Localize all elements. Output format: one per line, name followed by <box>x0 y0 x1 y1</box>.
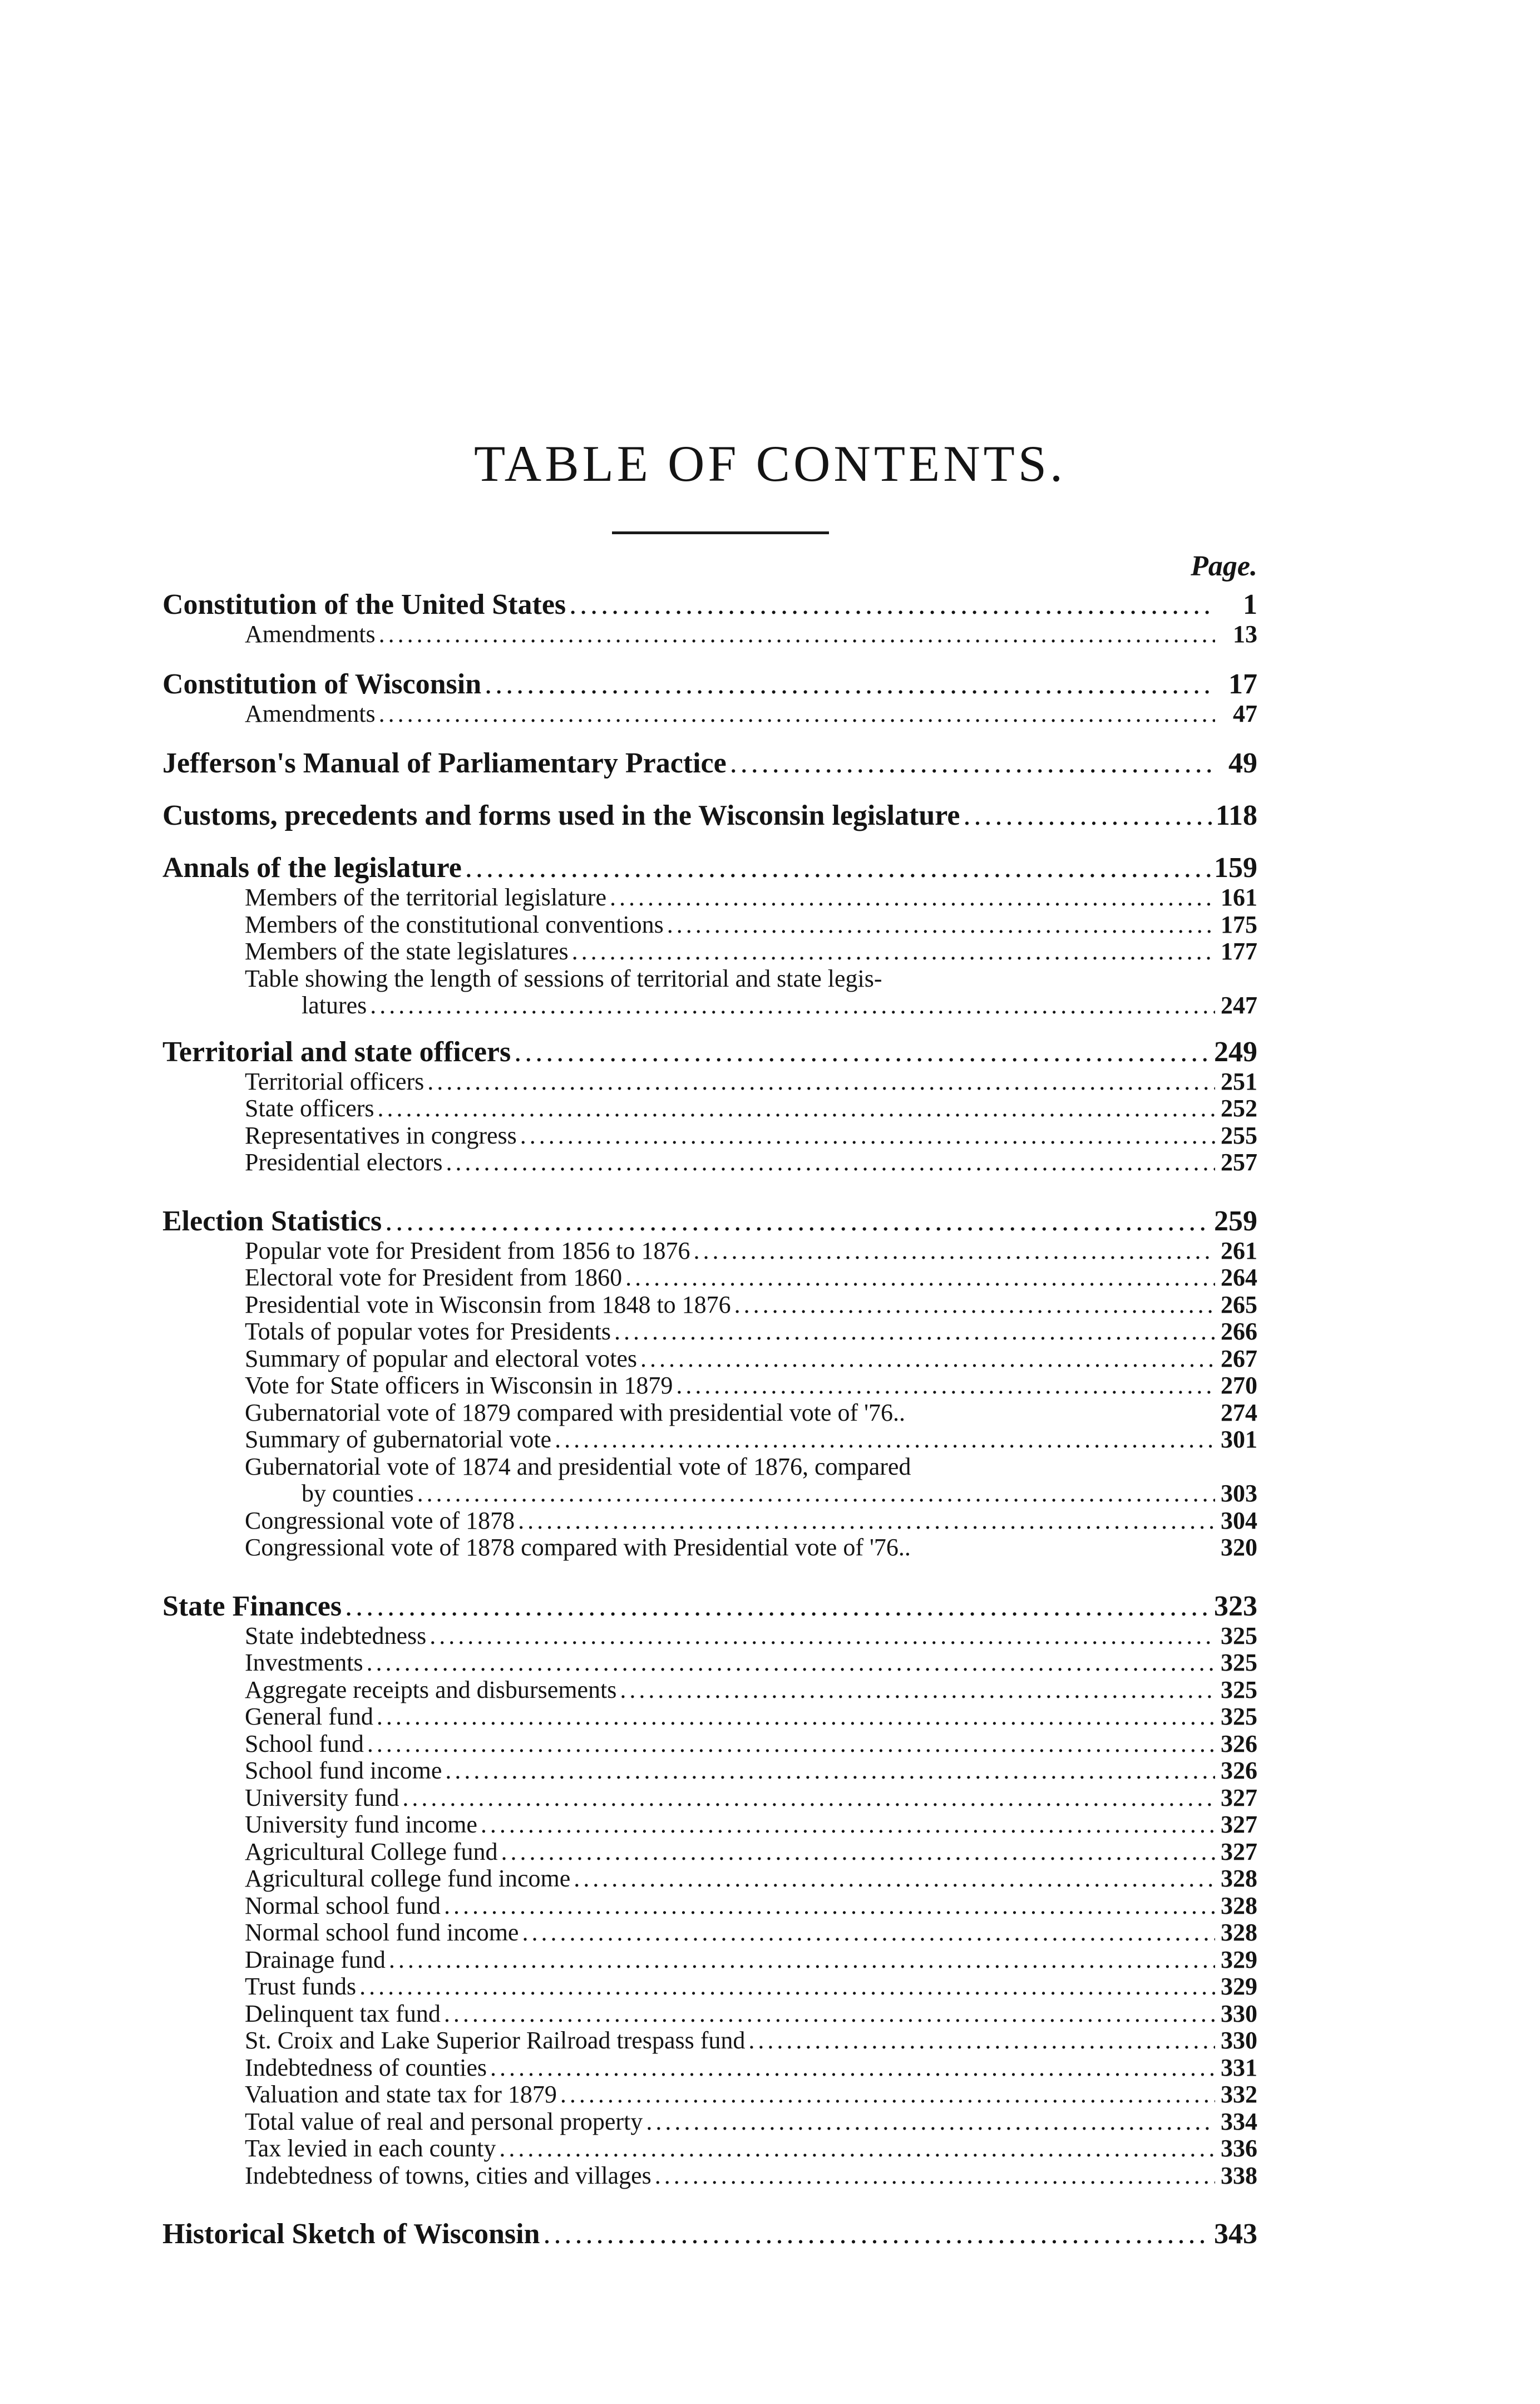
dot-leader <box>370 992 1215 1019</box>
toc-subentry-title: State indebtedness <box>245 1622 427 1649</box>
toc-section-entry <box>162 1590 1257 1623</box>
toc-subentry <box>162 884 1257 912</box>
toc-subentry-title: Amendments <box>245 620 376 648</box>
table-of-contents <box>162 589 1257 2250</box>
toc-section-entry-title: Historical Sketch of Wisconsin <box>162 2218 540 2250</box>
toc-subentry-page-number: 320 <box>1221 1534 1257 1561</box>
toc-subentry <box>162 1865 1257 1893</box>
toc-subentry-continuation-page-number: 247 <box>1221 992 1257 1019</box>
section-gap <box>162 727 1257 747</box>
toc-subentry <box>162 2027 1257 2055</box>
toc-subentry <box>162 2135 1257 2162</box>
toc-subentry-title: University fund <box>245 1784 399 1811</box>
toc-subentry-page-number: 261 <box>1221 1237 1257 1264</box>
toc-section-entry <box>162 2218 1257 2250</box>
dot-leader <box>572 938 1215 965</box>
toc-subentry <box>162 1400 1257 1427</box>
toc-section-entry-page-number: 249 <box>1214 1036 1257 1068</box>
toc-section-entry <box>162 852 1257 884</box>
toc-subentry <box>162 1149 1257 1176</box>
toc-subentry-page-number: 332 <box>1221 2081 1257 2108</box>
toc-subentry <box>162 1508 1257 1535</box>
toc-subentry <box>162 1426 1257 1454</box>
toc-section-entry-title: Customs, precedents and forms used in the Wisconsin legislature <box>162 800 960 831</box>
toc-subentry-title: Indebtedness of counties <box>245 2053 487 2081</box>
toc-subentry <box>162 1623 1257 1650</box>
dot-leader <box>378 1095 1215 1122</box>
toc-subentry-title: Members of the territorial legislature <box>245 884 606 911</box>
dot-leader <box>614 1318 1215 1346</box>
title-rule <box>612 531 829 534</box>
toc-subentry-title: Congressional vote of 1878 compared with Presidential vote of '76.. <box>245 1534 911 1561</box>
toc-subentry <box>162 2001 1257 2028</box>
toc-subentry-continuation-title: latures <box>302 992 367 1019</box>
toc-subentry <box>162 1372 1257 1400</box>
toc-subentry-title: Totals of popular votes for Presidents <box>245 1318 611 1345</box>
dot-leader <box>514 1036 1211 1068</box>
toc-subentry-page-number: 325 <box>1221 1622 1257 1649</box>
toc-section-entry-title: Territorial and state officers <box>162 1036 511 1068</box>
toc-subentry-title: Delinquent tax fund <box>245 1999 441 2027</box>
toc-subentry-page-number: 328 <box>1221 1891 1257 1919</box>
toc-subentry-page-number: 330 <box>1221 2027 1257 2054</box>
toc-section-entry-title: Annals of the legislature <box>162 852 462 884</box>
toc-subentry-title: Gubernatorial vote of 1879 compared with presidential vote of '76.. <box>245 1398 906 1426</box>
toc-subentry-page-number: 251 <box>1221 1067 1257 1095</box>
toc-subentry-page-number: 338 <box>1221 2161 1257 2189</box>
toc-subentry-title: Summary of gubernatorial vote <box>245 1426 552 1453</box>
dot-leader <box>520 1122 1215 1150</box>
toc-subentry-title: Normal school fund <box>245 1891 441 1919</box>
toc-section-entry-page-number: 159 <box>1214 852 1257 884</box>
dot-leader <box>446 1149 1215 1176</box>
toc-subentry-title: Investments <box>245 1649 363 1676</box>
toc-subentry-page-number: 329 <box>1221 1945 1257 1973</box>
section-gap <box>162 780 1257 800</box>
toc-subentry <box>162 1122 1257 1150</box>
section-gap <box>162 1019 1257 1036</box>
toc-subentry-title: Members of the constitutional conventions <box>245 910 664 938</box>
toc-subentry-page-number: 331 <box>1221 2053 1257 2081</box>
toc-subentry <box>162 938 1257 965</box>
toc-subentry-title: Total value of real and personal property <box>245 2107 643 2135</box>
toc-section-entry-title: State Finances <box>162 1590 342 1622</box>
toc-subentry-page-number: 329 <box>1221 1973 1257 2000</box>
toc-section-entry <box>162 800 1257 832</box>
dot-leader <box>640 1346 1215 1373</box>
dot-leader <box>964 800 1212 832</box>
toc-subentry-title: State officers <box>245 1095 374 1122</box>
dot-leader <box>402 1785 1215 1812</box>
section-gap <box>162 648 1257 668</box>
toc-subentry-continuation-title: by counties <box>302 1480 414 1507</box>
toc-subentry-page-number: 325 <box>1221 1676 1257 1703</box>
dot-leader <box>379 701 1215 728</box>
toc-subentry <box>162 621 1257 648</box>
dot-leader <box>345 1590 1211 1623</box>
dot-leader <box>490 2055 1215 2082</box>
section-gap <box>162 832 1257 852</box>
toc-subentry-title: Indebtedness of towns, cities and villages <box>245 2161 651 2189</box>
toc-subentry-page-number: 267 <box>1221 1344 1257 1372</box>
toc-subentry <box>162 912 1257 939</box>
toc-section-entry-page-number: 343 <box>1214 2218 1257 2250</box>
dot-leader <box>499 2135 1215 2162</box>
toc-subentry-page-number: 177 <box>1221 938 1257 965</box>
page-title: TABLE OF CONTENTS. <box>473 435 1067 492</box>
toc-subentry-title: General fund <box>245 1703 373 1730</box>
toc-subentry-title: Trust funds <box>245 1973 357 2000</box>
toc-subentry-page-number: 301 <box>1221 1426 1257 1453</box>
dot-leader <box>646 2109 1215 2136</box>
toc-subentry <box>162 2081 1257 2109</box>
toc-subentry <box>162 1095 1257 1122</box>
toc-section-entry-page-number: 118 <box>1215 800 1257 831</box>
dot-leader <box>610 884 1215 912</box>
toc-section-entry <box>162 589 1257 621</box>
toc-subentry-page-number: 257 <box>1221 1149 1257 1176</box>
dot-leader <box>427 1068 1215 1096</box>
toc-section-entry <box>162 668 1257 701</box>
toc-subentry <box>162 1919 1257 1947</box>
toc-subentry <box>162 1346 1257 1373</box>
toc-section-entry-page-number: 323 <box>1214 1590 1257 1622</box>
toc-subentry <box>162 1677 1257 1704</box>
dot-leader <box>389 1947 1215 1974</box>
toc-section-entry-title: Constitution of the United States <box>162 589 566 620</box>
toc-subentry-page-number: 327 <box>1221 1784 1257 1811</box>
dot-leader <box>560 2081 1215 2109</box>
dot-leader <box>620 1677 1215 1704</box>
toc-subentry <box>162 1703 1257 1731</box>
dot-leader <box>379 621 1215 648</box>
toc-section-entry-page-number: 49 <box>1228 747 1257 779</box>
toc-subentry-page-number: 327 <box>1221 1811 1257 1838</box>
toc-subentry-title: Agricultural College fund <box>245 1838 498 1865</box>
toc-subentry <box>162 1454 1257 1481</box>
toc-subentry-page-number: 265 <box>1221 1290 1257 1318</box>
dot-leader <box>444 1893 1215 1920</box>
dot-leader <box>543 2218 1211 2250</box>
toc-subentry-page-number: 266 <box>1221 1318 1257 1345</box>
dot-leader <box>693 1238 1215 1265</box>
dot-leader <box>522 1919 1215 1947</box>
toc-subentry-title: Presidential vote in Wisconsin from 1848 to 1876 <box>245 1290 731 1318</box>
dot-leader <box>667 912 1215 939</box>
toc-subentry-page-number: 328 <box>1221 1919 1257 1946</box>
toc-section-entry <box>162 747 1257 780</box>
toc-subentry <box>162 1649 1257 1677</box>
toc-subentry-page-number: 327 <box>1221 1838 1257 1865</box>
toc-subentry <box>162 2109 1257 2136</box>
toc-subentry-page-number: 334 <box>1221 2107 1257 2135</box>
dot-leader <box>377 1703 1215 1731</box>
dot-leader <box>676 1372 1215 1400</box>
toc-subentry <box>162 1264 1257 1292</box>
toc-section-entry <box>162 1036 1257 1068</box>
toc-subentry-title: Popular vote for President from 1856 to 1876 <box>245 1237 690 1264</box>
toc-subentry-title: School fund income <box>245 1757 442 1784</box>
toc-section-entry-page-number: 259 <box>1214 1205 1257 1237</box>
toc-subentry-page-number: 326 <box>1221 1730 1257 1757</box>
dot-leader <box>385 1205 1211 1238</box>
toc-subentry-page-number: 274 <box>1221 1398 1257 1426</box>
toc-section-entry <box>162 1205 1257 1238</box>
toc-subentry-title: University fund income <box>245 1811 477 1838</box>
toc-subentry-page-number: 13 <box>1233 620 1257 648</box>
toc-subentry-continuation <box>162 1480 1257 1508</box>
section-gap <box>162 1176 1257 1205</box>
toc-subentry <box>162 1839 1257 1866</box>
toc-section-entry-page-number: 17 <box>1228 668 1257 700</box>
toc-subentry-page-number: 325 <box>1221 1649 1257 1676</box>
toc-subentry-page-number: 326 <box>1221 1757 1257 1784</box>
toc-subentry <box>162 2055 1257 2082</box>
toc-subentry-continuation <box>162 992 1257 1019</box>
dot-leader <box>481 1811 1215 1839</box>
toc-subentry <box>162 1811 1257 1839</box>
toc-subentry <box>162 1785 1257 1812</box>
section-gap <box>162 1561 1257 1590</box>
dot-leader <box>367 1649 1215 1677</box>
toc-subentry-page-number: 336 <box>1221 2135 1257 2162</box>
toc-subentry <box>162 1731 1257 1758</box>
toc-subentry-page-number: 304 <box>1221 1506 1257 1534</box>
toc-subentry-title: Table showing the length of sessions of territorial and state legis- <box>245 964 882 992</box>
toc-subentry <box>162 1292 1257 1319</box>
dot-leader <box>748 2027 1215 2055</box>
dot-leader <box>430 1623 1215 1650</box>
toc-subentry-title: Summary of popular and electoral votes <box>245 1344 638 1372</box>
dot-leader <box>625 1264 1215 1292</box>
dot-leader <box>445 1757 1215 1785</box>
dot-leader <box>465 852 1211 884</box>
toc-subentry-title: Representatives in congress <box>245 1121 517 1149</box>
dot-leader <box>734 1292 1215 1319</box>
dot-leader <box>359 1973 1215 2001</box>
section-gap <box>162 2189 1257 2218</box>
dot-leader <box>730 747 1215 780</box>
toc-subentry-page-number: 175 <box>1221 910 1257 938</box>
toc-subentry-page-number: 330 <box>1221 1999 1257 2027</box>
toc-subentry-title: Aggregate receipts and disbursements <box>245 1676 617 1703</box>
toc-subentry-title: Members of the state legislatures <box>245 938 569 965</box>
toc-subentry-page-number: 328 <box>1221 1865 1257 1892</box>
toc-subentry-title: Gubernatorial vote of 1874 and presidential vote of 1876, compared <box>245 1452 911 1480</box>
toc-subentry-continuation-page-number: 303 <box>1221 1480 1257 1507</box>
toc-subentry <box>162 1068 1257 1096</box>
toc-subentry-title: Tax levied in each county <box>245 2135 496 2162</box>
toc-subentry <box>162 1893 1257 1920</box>
dot-leader <box>417 1480 1215 1508</box>
toc-subentry-page-number: 255 <box>1221 1121 1257 1149</box>
dot-leader <box>655 2162 1215 2190</box>
toc-subentry-page-number: 325 <box>1221 1703 1257 1730</box>
dot-leader <box>574 1865 1215 1893</box>
toc-subentry-title: Valuation and state tax for 1879 <box>245 2081 557 2108</box>
dot-leader <box>367 1731 1215 1758</box>
toc-subentry <box>162 1238 1257 1265</box>
toc-subentry <box>162 701 1257 728</box>
toc-subentry-title: Amendments <box>245 699 376 727</box>
toc-subentry <box>162 1947 1257 1974</box>
toc-subentry-title: St. Croix and Lake Superior Railroad trespass fund <box>245 2027 746 2054</box>
toc-subentry <box>162 1973 1257 2001</box>
toc-subentry-page-number: 270 <box>1221 1372 1257 1399</box>
toc-subentry-page-number: 264 <box>1221 1264 1257 1291</box>
toc-subentry-title: Congressional vote of 1878 <box>245 1506 515 1534</box>
toc-section-entry-title: Jefferson's Manual of Parliamentary Practice <box>162 747 727 779</box>
toc-subentry <box>162 1534 1257 1561</box>
dot-leader <box>485 668 1215 701</box>
toc-subentry <box>162 965 1257 993</box>
toc-subentry-page-number: 47 <box>1233 699 1257 727</box>
toc-subentry-page-number: 161 <box>1221 884 1257 911</box>
dot-leader <box>569 589 1215 621</box>
dot-leader <box>555 1426 1215 1454</box>
toc-section-entry-title: Election Statistics <box>162 1205 382 1237</box>
page-column-heading: Page. <box>1191 550 1257 582</box>
toc-subentry-title: Territorial officers <box>245 1067 425 1095</box>
toc-subentry-title: Vote for State officers in Wisconsin in 1879 <box>245 1372 673 1399</box>
dot-leader <box>501 1839 1215 1866</box>
toc-section-entry-page-number: 1 <box>1243 589 1257 620</box>
toc-subentry <box>162 1757 1257 1785</box>
dot-leader <box>518 1508 1215 1535</box>
toc-subentry-title: Agricultural college fund income <box>245 1865 571 1892</box>
toc-section-entry-title: Constitution of Wisconsin <box>162 668 482 700</box>
toc-subentry-title: Normal school fund income <box>245 1919 519 1946</box>
toc-subentry-title: Presidential electors <box>245 1149 443 1176</box>
toc-subentry <box>162 2162 1257 2190</box>
toc-subentry-title: Drainage fund <box>245 1945 386 1973</box>
toc-subentry-title: School fund <box>245 1730 364 1757</box>
toc-subentry-page-number: 252 <box>1221 1095 1257 1122</box>
dot-leader <box>444 2001 1215 2028</box>
toc-subentry <box>162 1318 1257 1346</box>
toc-subentry-title: Electoral vote for President from 1860 <box>245 1264 623 1291</box>
